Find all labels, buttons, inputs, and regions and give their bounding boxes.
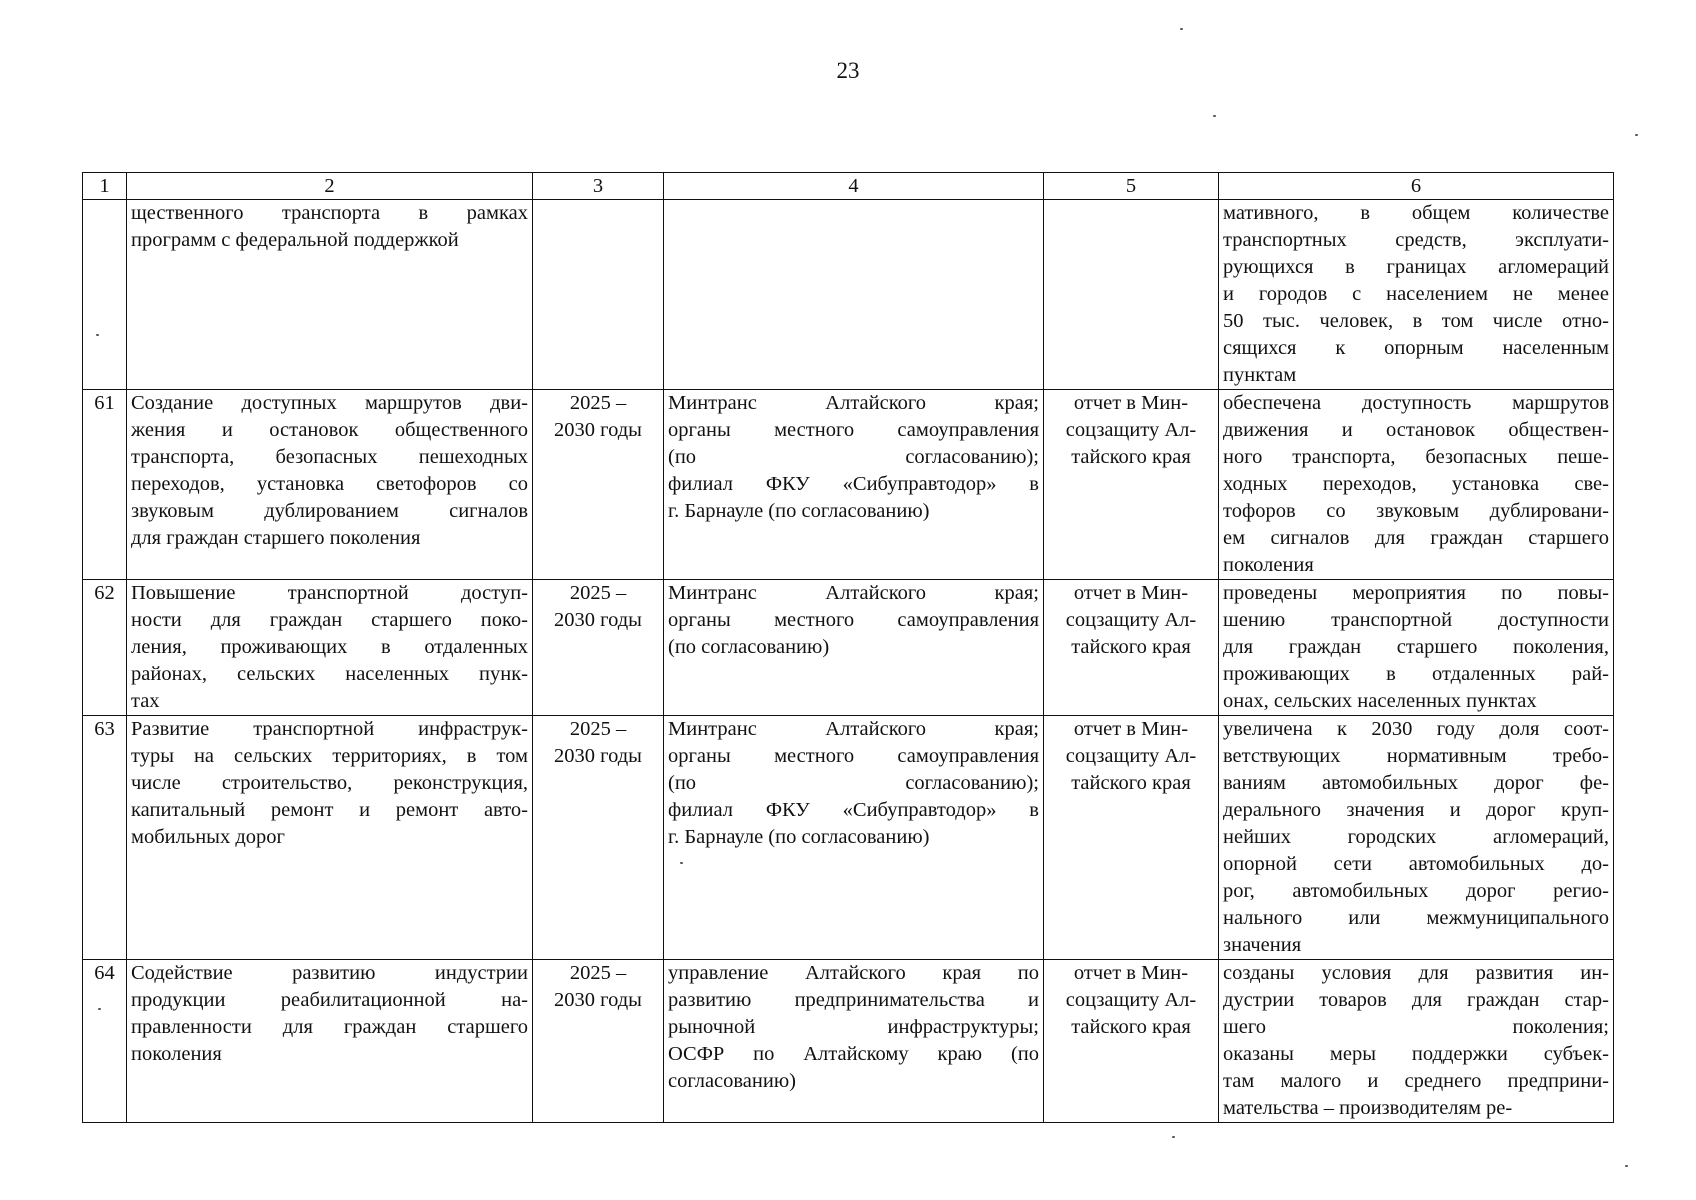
text-line: тайского края [1071, 636, 1191, 658]
scan-speck [98, 1008, 101, 1010]
text-line: Содействие развитию индустрии [131, 962, 528, 984]
text-line: поколения [131, 1043, 222, 1065]
text-line: рог, автомобильных дорог регио- [1223, 880, 1609, 902]
table-row [83, 390, 1614, 580]
period-cell [533, 390, 664, 580]
text-line: и городов с населением не менее [1223, 283, 1609, 305]
result-cell [1219, 390, 1614, 580]
result-cell [1219, 580, 1614, 716]
text-line: согласованию) [668, 1070, 796, 1092]
table-row [83, 580, 1614, 716]
text-line: оказаны меры поддержки субъек- [1223, 1043, 1609, 1065]
row-number [83, 200, 127, 390]
column-header-3: 3 [533, 173, 664, 200]
scan-speck [1172, 1136, 1175, 1138]
table-row [83, 716, 1614, 960]
text-line: Развитие транспортной инфраструк- [131, 718, 528, 740]
executors-cell [664, 960, 1044, 1123]
text-line: онах, сельских населенных пунктах [1223, 690, 1537, 712]
text-line: шению транспортной доступности [1223, 609, 1609, 631]
column-header-4: 4 [664, 173, 1044, 200]
text-line: ем сигналов для граждан старшего [1223, 527, 1609, 549]
text-line: транспорта, безопасных пешеходных [131, 446, 528, 468]
text-line: сящихся к опорным населенным [1223, 337, 1609, 359]
text-line: значения [1223, 934, 1302, 956]
text-line: щественного транспорта в рамках [131, 202, 528, 224]
text-line: движения и остановок обществен- [1223, 419, 1609, 441]
action-cell [127, 200, 533, 390]
column-header-2: 2 [127, 173, 533, 200]
action-cell [127, 960, 533, 1123]
scan-speck [96, 334, 99, 336]
scan-speck [1213, 115, 1216, 117]
text-line: для граждан старшего поколения, [1223, 636, 1609, 658]
text-line: ветствующих нормативным требо- [1223, 745, 1609, 767]
text-line: ности для граждан старшего поко- [131, 609, 528, 631]
text-line: ОСФР по Алтайскому краю (по [668, 1043, 1039, 1065]
text-line: ления, проживающих в отдаленных [131, 636, 528, 658]
text-line: районах, сельских населенных пунк- [131, 663, 528, 685]
text-line: проживающих в отдаленных рай- [1223, 663, 1609, 685]
report-form-cell [1044, 716, 1219, 960]
page-number: 23 [836, 58, 860, 83]
text-line: управление Алтайского края по [668, 962, 1039, 984]
action-cell [127, 580, 533, 716]
text-line: соцзащиту Ал- [1065, 419, 1197, 441]
row-number: 61 [83, 390, 127, 580]
period-cell [533, 960, 664, 1123]
column-number-row [83, 173, 1614, 200]
text-line: жения и остановок общественного [131, 419, 528, 441]
text-line: дустрии товаров для граждан стар- [1223, 989, 1609, 1011]
report-form-cell [1044, 200, 1219, 390]
text-line: Минтранс Алтайского края; [668, 392, 1039, 414]
text-line: тах [131, 690, 160, 712]
row-number: 63 [83, 716, 127, 960]
text-line: ваниям автомобильных дорог фе- [1223, 772, 1609, 794]
text-line: рыночной инфраструктуры; [668, 1016, 1039, 1038]
text-line: пунктам [1223, 364, 1297, 386]
text-line: обеспечена доступность маршрутов [1223, 392, 1609, 414]
text-line: тайского края [1071, 772, 1191, 794]
text-line: Минтранс Алтайского края; [668, 718, 1039, 740]
table-row [83, 200, 1614, 390]
text-line: нального или межмуниципального [1223, 907, 1609, 929]
result-cell [1219, 716, 1614, 960]
text-line: программ с федеральной поддержкой [131, 229, 459, 251]
text-line: Создание доступных маршрутов дви- [131, 392, 528, 414]
report-form-cell [1044, 390, 1219, 580]
report-form-cell [1044, 960, 1219, 1123]
period-cell [533, 716, 664, 960]
text-line: 2025 – [569, 718, 627, 740]
text-line: продукции реабилитационной на- [131, 989, 528, 1011]
text-line: органы местного самоуправления [668, 609, 1039, 631]
text-line: Повышение транспортной доступ- [131, 582, 528, 604]
text-line: тайского края [1071, 1016, 1191, 1038]
text-line: поколения [1223, 554, 1314, 576]
text-line: мобильных дорог [131, 826, 285, 848]
text-line: органы местного самоуправления [668, 745, 1039, 767]
text-line: Минтранс Алтайского края; [668, 582, 1039, 604]
scan-speck [1180, 28, 1183, 30]
text-line: 2030 годы [554, 745, 642, 767]
text-line: отчет в Мин- [1073, 392, 1189, 414]
text-line: увеличена к 2030 году доля соот- [1223, 718, 1609, 740]
text-line: проведены мероприятия по повы- [1223, 582, 1609, 604]
period-cell [533, 580, 664, 716]
period-cell [533, 200, 664, 390]
text-line: 2030 годы [554, 609, 642, 631]
text-line: ходных переходов, установка све- [1223, 473, 1609, 495]
scan-speck [1635, 134, 1638, 136]
result-cell [1219, 200, 1614, 390]
text-line: нейших городских агломераций, [1223, 826, 1609, 848]
executors-cell [664, 200, 1044, 390]
text-line: отчет в Мин- [1073, 582, 1189, 604]
text-line: соцзащиту Ал- [1065, 609, 1197, 631]
text-line: органы местного самоуправления [668, 419, 1039, 441]
text-line: 50 тыс. человек, в том числе отно- [1223, 310, 1609, 332]
text-line: мательства – производителям ре- [1223, 1097, 1513, 1119]
text-line: г. Барнауле (по согласованию) [668, 500, 930, 522]
action-cell [127, 716, 533, 960]
row-number: 64 [83, 960, 127, 1123]
row-number: 62 [83, 580, 127, 716]
text-line: ного транспорта, безопасных пеше- [1223, 446, 1609, 468]
text-line: числе строительство, реконструкция, [131, 772, 528, 794]
text-line: 2025 – [569, 392, 627, 414]
action-plan-table [82, 172, 1614, 1123]
text-line: 2025 – [569, 582, 627, 604]
scan-speck [680, 862, 683, 864]
text-line: опорной сети автомобильных до- [1223, 853, 1609, 875]
text-line: туры на сельских территориях, в том [131, 745, 528, 767]
text-line: тофоров со звуковым дублировани- [1223, 500, 1609, 522]
text-line: переходов, установка светофоров со [131, 473, 528, 495]
result-cell [1219, 960, 1614, 1123]
text-line: филиал ФКУ «Сибуправтодор» в [668, 473, 1039, 495]
text-line: звуковым дублированием сигналов [131, 500, 528, 522]
text-line: тайского края [1071, 446, 1191, 468]
text-line: 2025 – [569, 962, 627, 984]
column-header-6: 6 [1219, 173, 1614, 200]
text-line: соцзащиту Ал- [1065, 745, 1197, 767]
text-line: (по согласованию); [668, 772, 1039, 794]
text-line: дерального значения и дорог круп- [1223, 799, 1609, 821]
executors-cell [664, 716, 1044, 960]
text-line: мативного, в общем количестве [1223, 202, 1609, 224]
text-line: соцзащиту Ал- [1065, 989, 1197, 1011]
text-line: развитию предпринимательства и [668, 989, 1039, 1011]
text-line: (по согласованию) [668, 636, 830, 658]
table-row [83, 960, 1614, 1123]
column-header-5: 5 [1044, 173, 1219, 200]
column-header-1: 1 [83, 173, 127, 200]
report-form-cell [1044, 580, 1219, 716]
text-line: созданы условия для развития ин- [1223, 962, 1609, 984]
action-cell [127, 390, 533, 580]
scan-speck [1625, 1165, 1628, 1167]
executors-cell [664, 390, 1044, 580]
executors-cell [664, 580, 1044, 716]
text-line: рующихся в границах агломераций [1223, 256, 1609, 278]
text-line: правленности для граждан старшего [131, 1016, 528, 1038]
text-line: транспортных средств, эксплуати- [1223, 229, 1609, 251]
text-line: там малого и среднего предприни- [1223, 1070, 1609, 1092]
text-line: 2030 годы [554, 989, 642, 1011]
text-line: (по согласованию); [668, 446, 1039, 468]
text-line: для граждан старшего поколения [131, 527, 421, 549]
text-line: капитальный ремонт и ремонт авто- [131, 799, 528, 821]
text-line: шего поколения; [1223, 1016, 1609, 1038]
text-line: филиал ФКУ «Сибуправтодор» в [668, 799, 1039, 821]
text-line: г. Барнауле (по согласованию) [668, 826, 930, 848]
text-line: отчет в Мин- [1073, 718, 1189, 740]
text-line: отчет в Мин- [1073, 962, 1189, 984]
text-line: 2030 годы [554, 419, 642, 441]
